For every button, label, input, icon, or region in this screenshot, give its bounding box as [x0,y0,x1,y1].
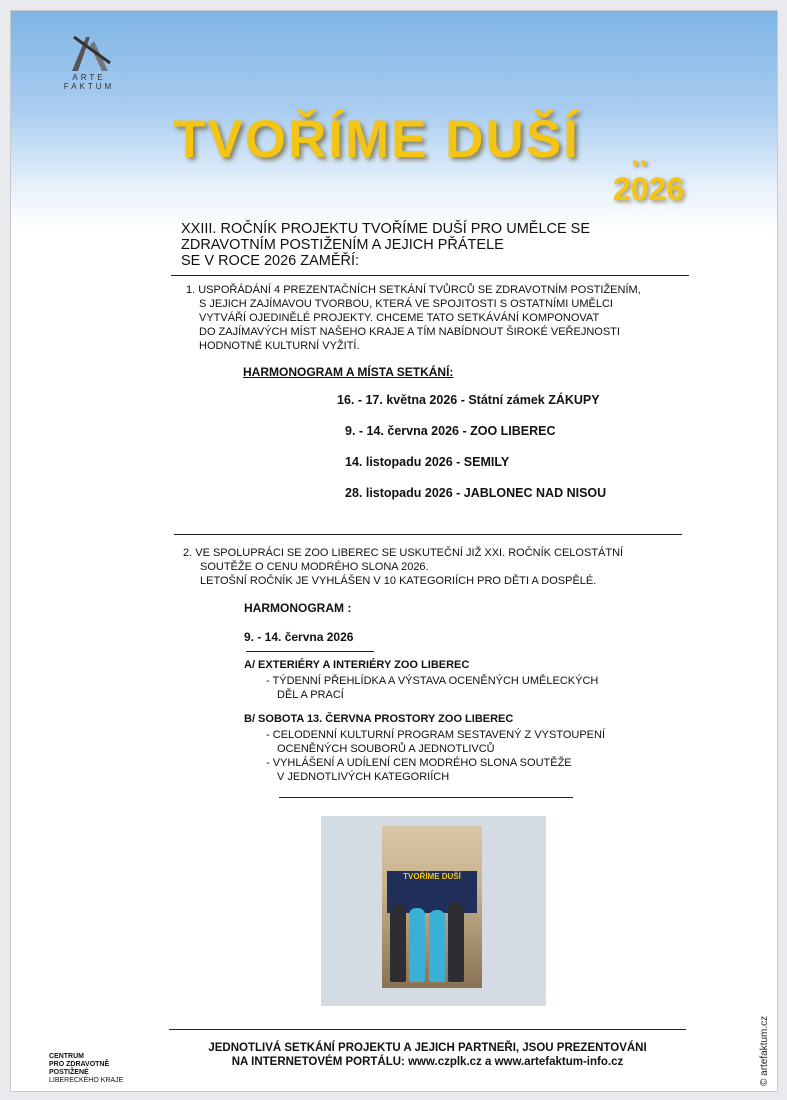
centrum-logo-line: LIBERECKÉHO KRAJE [49,1077,124,1084]
event-date: 28. listopadu 2026 - JABLONEC NAD NISOU [345,486,607,500]
centrum-logo-line: POSTIŽENÉ [49,1069,89,1076]
divider [171,275,689,276]
harmonogram2-heading: HARMONOGRAM : [244,601,352,615]
part-b-item: V JEDNOTLIVÝCH KATEGORIÍCH [277,771,450,783]
poster-page [10,10,778,1092]
section1-line: HODNOTNÉ KULTURNÍ VYŽITÍ. [199,340,360,352]
divider [174,534,682,535]
divider [279,797,573,798]
person-figure [429,910,445,982]
footer-line: NA INTERNETOVÉM PORTÁLU: www.czplk.cz a www.artefaktum-info.cz [231,1056,624,1068]
short-divider [246,651,374,652]
centrum-logo [49,1053,123,1085]
centrum-logo-line: PRO ZDRAVOTNĚ [49,1061,110,1068]
footer-text [169,1041,686,1069]
section2-line: 2. VE SPOLUPRÁCI SE ZOO LIBEREC SE USKUTEČNÍ JIŽ XXI. ROČNÍK CELOSTÁTNÍ [183,547,624,559]
event-date: 14. listopadu 2026 - SEMILY [345,455,510,469]
contest-date: 9. - 14. června 2026 [244,630,354,644]
photo-frame [321,816,546,1006]
logo-text-arte: ARTE [72,73,106,82]
centrum-logo-line: CENTRUM [49,1053,84,1060]
part-a-item: - TÝDENNÍ PŘEHLÍDKA A VÝSTAVA OCENĚNÝCH UMĚLECKÝCH [266,675,599,687]
compass-icon [64,31,114,73]
section1-line: 1. USPOŘÁDÁNÍ 4 PREZENTAČNÍCH SETKÁNÍ TVŮRCŮ SE ZDRAVOTNÍM POSTIŽENÍM, [186,284,641,296]
intro-text [181,221,590,269]
section1-line: S JEJICH ZAJÍMAVOU TVORBOU, KTERÁ VE SPOJITOSTI S OSTATNÍMI UMĚLCI [199,298,613,310]
part-b-item: - CELODENNÍ KULTURNÍ PROGRAM SESTAVENÝ Z VYSTOUPENÍ [266,729,606,741]
section-2 [183,546,623,588]
title-year: 2026 [613,171,685,207]
main-title: TVOŘÍME DUŠÍ [173,110,580,169]
part-b-item: - VYHLÁŠENÍ A UDÍLENÍ CEN MODRÉHO SLONA SOUTĚŽE [266,757,572,769]
part-a-title: A/ EXTERIÉRY A INTERIÉRY ZOO LIBEREC [244,659,470,671]
part-b-item: OCENĚNÝCH SOUBORŮ A JEDNOTLIVCŮ [277,743,495,755]
section2-line: SOUTĚŽE O CENU MODRÉHO SLONA 2026. [200,561,429,573]
logo-text-faktum: FAKTUM [63,82,115,91]
part-b-title: B/ SOBOTA 13. ČERVNA PROSTORY ZOO LIBEREC [244,713,514,725]
intro-line: ZDRAVOTNÍM POSTIŽENÍM A JEJICH PŘÁTELE [181,237,504,253]
footer-divider [169,1029,686,1030]
person-figure [409,908,425,982]
arte-faktum-logo [49,31,129,101]
section1-line: DO ZAJÍMAVÝCH MÍST NAŠEHO KRAJE A TÍM NABÍDNOUT ŠIROKÉ VEŘEJNOSTI [199,326,620,338]
intro-line: XXIII. ROČNÍK PROJEKTU TVOŘÍME DUŠÍ PRO UMĚLCE SE [181,221,591,237]
copyright-vertical: © artefaktum.cz [759,1015,770,1086]
person-figure [448,902,464,982]
event-date: 16. - 17. května 2026 - Státní zámek ZÁKUPY [337,393,600,407]
person-figure [390,904,406,982]
section-1 [186,283,641,353]
section1-line: VYTVÁŘÍ OJEDINĚLÉ PROJEKTY. CHCEME TATO SETKÁVÁNÍ KOMPONOVAT [199,312,600,324]
group-photo [382,826,482,988]
section2-line: LETOŠNÍ ROČNÍK JE VYHLÁŠEN V 10 KATEGORIÍCH PRO DĚTI A DOSPĚLÉ. [200,575,597,587]
photo-banner-text: TVOŘÍME DUŠÍ [403,872,461,881]
footer-line: JEDNOTLIVÁ SETKÁNÍ PROJEKTU A JEJICH PARTNEŘI, JSOU PREZENTOVÁNI [208,1042,647,1054]
event-date: 9. - 14. června 2026 - ZOO LIBEREC [345,424,556,438]
title-dots: .. [631,139,648,172]
harmonogram-heading: HARMONOGRAM A MÍSTA SETKÁNÍ: [243,365,454,379]
part-a-item: DĚL A PRACÍ [277,689,344,701]
intro-line: SE V ROCE 2026 ZAMĚŘÍ: [181,253,360,269]
